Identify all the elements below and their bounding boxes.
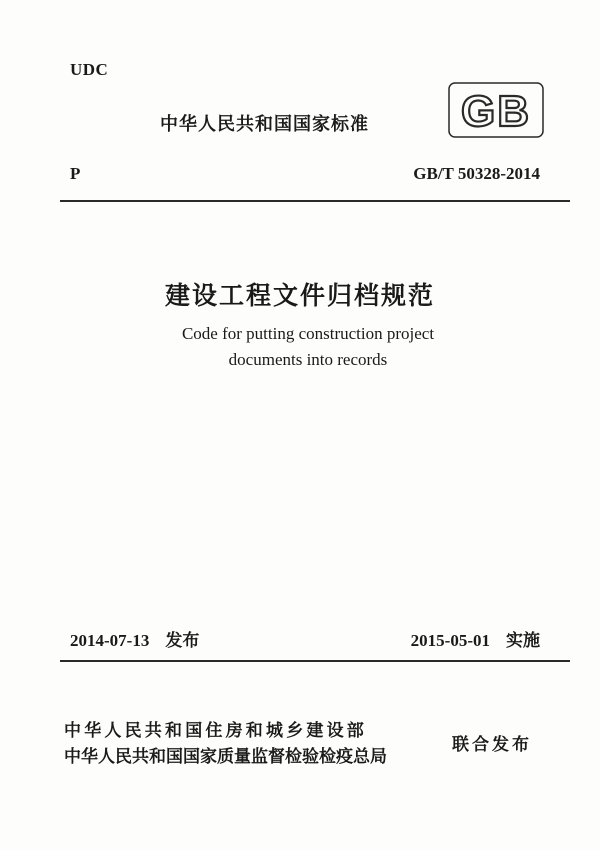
implement-label: 实施 xyxy=(506,631,540,651)
publisher-line1: 中华人民共和国住房和城乡建设部 xyxy=(64,721,367,741)
issue-label: 发布 xyxy=(165,631,200,651)
implement-date-block xyxy=(411,626,540,651)
joint-publish-label: 联合发布 xyxy=(452,735,532,755)
bottom-divider xyxy=(60,660,570,662)
title-english-line2: documents into records xyxy=(228,350,388,369)
title-english-line1: Code for putting construction project xyxy=(181,324,435,343)
gb-logo-icon xyxy=(448,82,544,138)
issue-date-block xyxy=(70,626,199,651)
standard-code: GB/T 50328-2014 xyxy=(413,164,540,183)
standard-type: 中华人民共和国国家标准 xyxy=(160,114,369,135)
issue-date: 2014-07-13 xyxy=(70,631,150,650)
implement-date: 2015-05-01 xyxy=(410,631,490,650)
category-label: P xyxy=(70,164,81,183)
udc-label: UDC xyxy=(70,60,109,79)
top-divider xyxy=(60,200,570,202)
gb-logo-text: GB xyxy=(461,87,531,136)
title-chinese: 建设工程文件归档规范 xyxy=(164,281,435,310)
publisher-line2: 中华人民共和国国家质量监督检验检疫总局 xyxy=(64,747,387,767)
